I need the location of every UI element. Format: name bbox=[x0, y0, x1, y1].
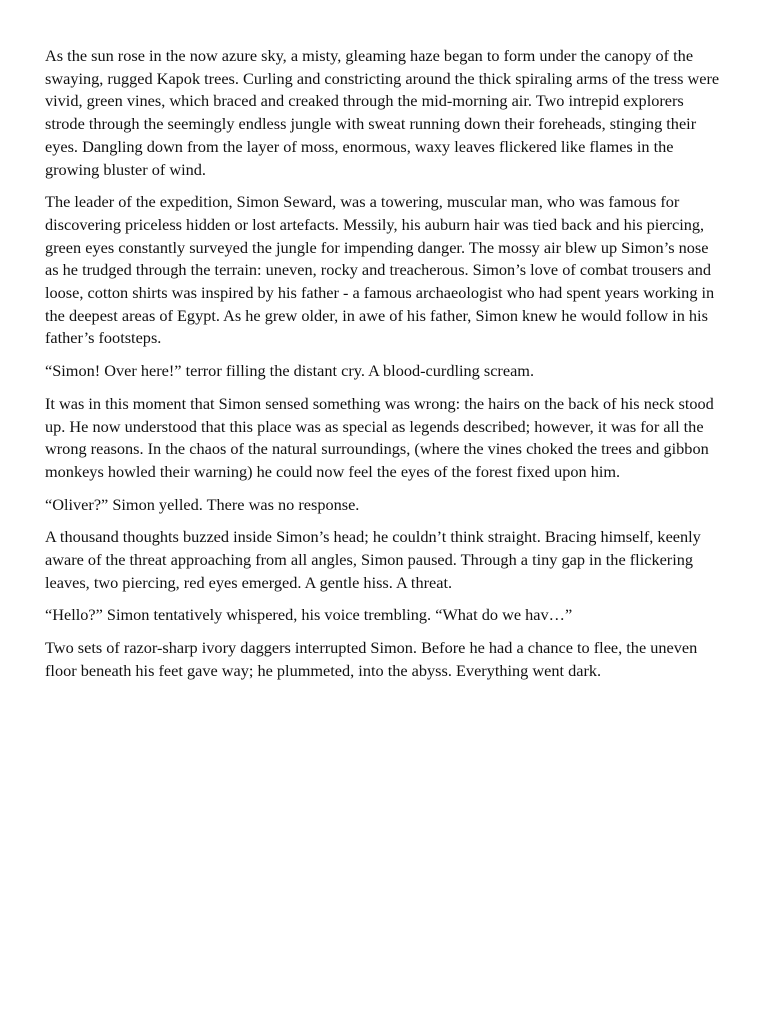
paragraph-2: The leader of the expedition, Simon Seward, was a towering, muscular man, who was famous for discovering priceless hidden or lost artefacts. Messily, his auburn hair was tied back and his piercing, green eyes constantly surveyed the jungle for impending danger. The mossy air blew up Simon’s nose as he trudged through the terrain: uneven, rocky and treacherous. Simon’s love of combat trousers and loose, cotton shirts was inspired by his father - a famous archaeologist who had spent years working in the deepest areas of Egypt. As he grew older, in awe of his father, Simon knew he would follow in his father’s footsteps. bbox=[45, 192, 715, 348]
paragraph-6: A thousand thoughts buzzed inside Simon’s head; he couldn’t think straight. Bracing himself, keenly aware of the threat approaching from all angles, Simon paused. Through a tiny gap in the flickering leaves, two piercing, red eyes emerged. A gentle hiss. A threat. bbox=[45, 527, 701, 592]
paragraph-5: “Oliver?” Simon yelled. There was no response. bbox=[45, 494, 360, 514]
paragraph-7: “Hello?” Simon tentatively whispered, his voice trembling. “What do we hav…” bbox=[45, 605, 573, 625]
paragraph-3: “Simon! Over here!” terror filling the distant cry. A blood-curdling scream. bbox=[45, 361, 535, 381]
paragraph-8: Two sets of razor-sharp ivory daggers interrupted Simon. Before he had a chance to flee, the uneven floor beneath his feet gave way; he plummeted, into the abyss. Everything went dark. bbox=[45, 638, 698, 680]
paragraph-1: As the sun rose in the now azure sky, a misty, gleaming haze began to form under the canopy of the swaying, rugged Kapok trees. Curling and constricting around the thick spiraling arms of the tress were vivid, green vines, which braced and creaked through the mid-morning air. Two intrepid explorers strode through the seemingly endless jungle with sweat running down their foreheads, stinging their eyes. Dangling down from the layer of moss, enormous, waxy leaves flickered like flames in the growing bluster of wind. bbox=[45, 46, 720, 179]
document-page bbox=[45, 45, 725, 693]
paragraph-4: It was in this moment that Simon sensed something was wrong: the hairs on the back of his neck stood up. He now understood that this place was as special as legends described; however, it was for all the wrong reasons. In the chaos of the natural surroundings, (where the vines choked the trees and gibbon monkeys howled their warning) he could now feel the eyes of the forest fixed upon him. bbox=[45, 393, 714, 481]
